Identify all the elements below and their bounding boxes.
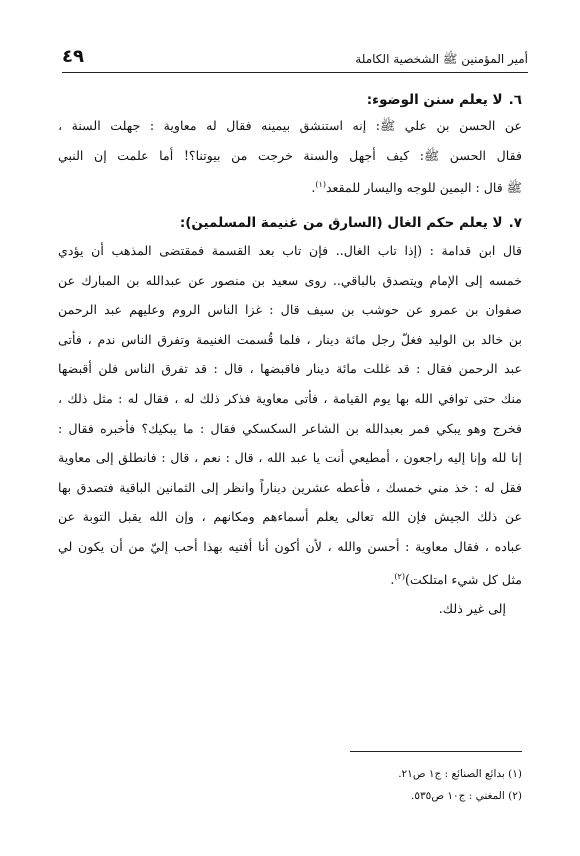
page-number: ٤٩ bbox=[62, 46, 84, 67]
section-6-line-2: فقال الحسن ﷺ: كيف أجهل والسنة خرجت من بيوتنا؟! أما علمت إن النبي bbox=[58, 147, 522, 163]
section-6-heading bbox=[58, 92, 522, 108]
section-7-line-8: إنا لله وإنا إليه راجعون ، أمطيعي أنت يا عبد الله ، قال : نعم ، قال : فانطلق إلى معاوية bbox=[58, 450, 522, 466]
section-7-line-5: عبد الرحمن فقال : قد غللت مائة دينار فاقبضها ، قال : قد تفرق الناس فلن أقبضها bbox=[58, 361, 522, 377]
section-7-line-12-text: مثل كل شيء امتلكت) bbox=[404, 571, 522, 587]
section-7-line-11: عباده ، فقال معاوية : أحسن والله ، لأن أكون أنا أفتيه بهذا أحب إليّ من أن يكون لي bbox=[58, 538, 522, 554]
section-7-number: ٧. bbox=[508, 214, 522, 231]
section-7-heading bbox=[58, 215, 522, 231]
footnote-2: (٢) المغني : ج١٠ ص٥٣٥. bbox=[411, 790, 522, 802]
footnote-1: (١) بدائع الصنائع : ج١ ص٢١. bbox=[398, 768, 522, 780]
section-7-line-12: مثل كل شيء امتلكت)$^{(٢)}$. bbox=[390, 571, 522, 587]
section-6-paragraph bbox=[58, 111, 522, 203]
footnotes bbox=[58, 763, 522, 807]
section-6-line-1: عن الحسن بن علي ﷺ: إنه استنشق بيمينه فقال له معاوية : جهلت السنة ، bbox=[58, 118, 522, 133]
section-7-line-9: فقل له : خذ مني خمسك ، فأعطه عشرين ديناراً وانظر إلى الثمانين الباقية فتصدق بها bbox=[58, 479, 522, 495]
section-6-number: ٦. bbox=[508, 92, 522, 108]
section-7-title: لا يعلم حكم الغال (السارق من غنيمة المسلمين): bbox=[179, 214, 503, 231]
section-7-line-3: صفوان بن عمرو عن حوشب بن سيف قال : غزا الناس الروم وعليهم عبد الرحمن bbox=[58, 302, 522, 318]
running-title: أمير المؤمنين ﷺ الشخصية الكاملة bbox=[355, 52, 528, 66]
section-7-line-10: عن ذلك الجيش فإن الله تعالى يعلم أسماءهم ومكانهم ، وإن الله يقبل التوبة عن bbox=[58, 509, 522, 525]
footnote-divider bbox=[350, 751, 522, 752]
footnote-ref-1: (١) bbox=[315, 180, 326, 190]
section-6-title: لا يعلم سنن الوضوء: bbox=[366, 92, 503, 108]
section-7-line-4: بن خالد بن الوليد فغلّ رجل مائة دينار ، فلما قُسمت الغنيمة وتفرق الناس ندم ، فأتى bbox=[58, 331, 522, 347]
section-6-line-3-text: ﷺ قال : اليمين للوجه واليسار للمقعد bbox=[325, 180, 522, 196]
running-header bbox=[62, 46, 528, 73]
section-6-line-3: ﷺ قال : اليمين للوجه واليسار للمقعد$^{(١)}$. bbox=[311, 180, 522, 196]
section-7-line-2: خمسه إلى الإمام ويتصدق بالباقي.. روى سعيد بن منصور عن عبدالله بن المبارك عن bbox=[58, 272, 522, 288]
footnote-ref-2: (٢) bbox=[394, 571, 405, 581]
page-body bbox=[58, 92, 522, 624]
section-7-paragraph bbox=[58, 236, 522, 624]
section-7-line-6: منك حتى توافي الله بها يوم القيامة ، فأتى معاوية فذكر ذلك له ، فقال له : مثل ذلك ، bbox=[58, 390, 522, 406]
closing-line: إلى غير ذلك. bbox=[438, 601, 506, 617]
section-7-line-7: فخرج وهو يبكي فمر بعبدالله بن الشاعر السكسكي فقال : ما يبكيك؟ فأخبره فقال : bbox=[58, 420, 522, 436]
section-7-line-1: قال ابن قدامة : (إذا تاب الغال.. فإن تاب بعد القسمة فمقتضى المذهب أن يؤدي bbox=[58, 242, 522, 258]
